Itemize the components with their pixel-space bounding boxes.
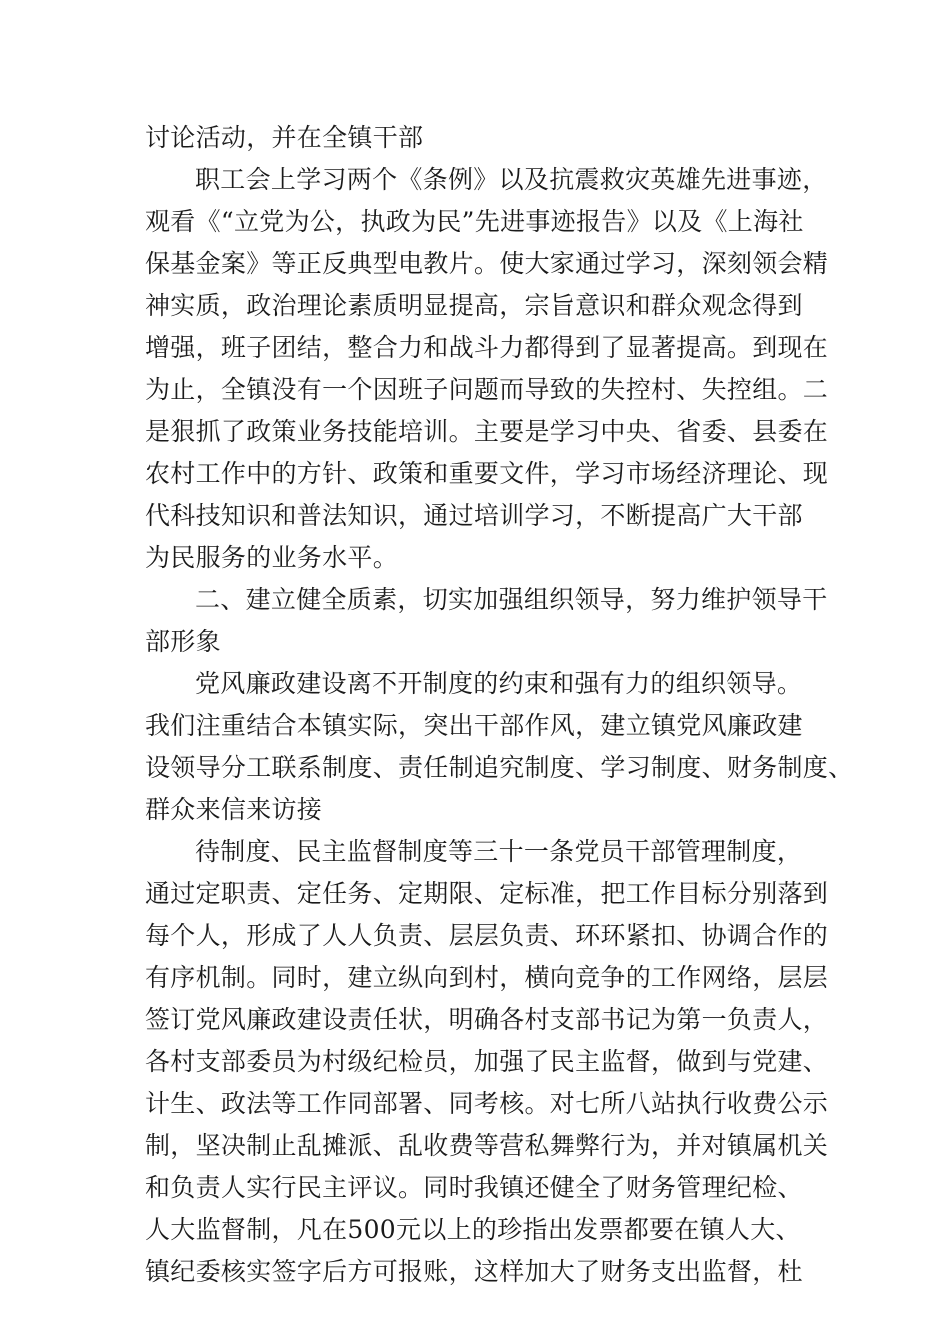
text-line: 是狠抓了政策业务技能培训。主要是学习中央、省委、县委在 <box>145 417 829 446</box>
text-line: 讨论活动，并在全镇干部 <box>145 123 424 152</box>
text-line: 签订党风廉政建设责任状，明确各村支部书记为第一负责人， <box>145 1005 829 1034</box>
paragraph-start-line: 待制度、民主监督制度等三十一条党员干部管理制度， <box>195 837 803 866</box>
section-heading-line: 二、建立健全质素，切实加强组织领导，努力维护领导干 <box>195 585 828 614</box>
text-line: 有序机制。同时，建立纵向到村，横向竞争的工作网络，层层 <box>145 963 829 992</box>
text-line: 人大监督制，凡在500元以上的珍指出发票都要在镇人大、 <box>145 1215 801 1244</box>
text-line: 我们注重结合本镇实际，突出干部作风，建立镇党风廉政建 <box>145 711 803 740</box>
text-line: 神实质，政治理论素质明显提高，宗旨意识和群众观念得到 <box>145 291 803 320</box>
text-line: 增强，班子团结，整合力和战斗力都得到了显著提高。到现在 <box>145 333 829 362</box>
text-line: 设领导分工联系制度、责任制追究制度、学习制度、财务制度、 <box>145 753 854 782</box>
section-heading-line: 部形象 <box>145 627 221 656</box>
text-line: 观看《“立党为公，执政为民”先进事迹报告》以及《上海社 <box>145 207 804 236</box>
text-line: 通过定职责、定任务、定期限、定标准，把工作目标分别落到 <box>145 879 829 908</box>
text-line: 保基金案》等正反典型电教片。使大家通过学习，深刻领会精 <box>145 249 829 278</box>
text-line: 计生、政法等工作同部署、同考核。对七所八站执行收费公示 <box>145 1089 829 1118</box>
text-line: 各村支部委员为村级纪检员，加强了民主监督，做到与党建、 <box>145 1047 829 1076</box>
text-line: 镇纪委核实签字后方可报账，这样加大了财务支出监督，杜 <box>145 1257 803 1286</box>
text-line: 为止，全镇没有一个因班子问题而导致的失控村、失控组。二 <box>145 375 829 404</box>
text-line: 群众来信来访接 <box>145 795 323 824</box>
text-line: 为民服务的业务水平。 <box>145 543 399 572</box>
paragraph-start-line: 职工会上学习两个《条例》以及抗震救灾英雄先进事迹， <box>195 165 828 194</box>
paragraph-start-line: 党风廉政建设离不开制度的约束和强有力的组织领导。 <box>195 669 803 698</box>
text-line: 制，坚决制止乱摊派、乱收费等营私舞弊行为，并对镇属机关 <box>145 1131 829 1160</box>
text-line: 农村工作中的方针、政策和重要文件，学习市场经济理论、现 <box>145 459 829 488</box>
text-line: 每个人，形成了人人负责、层层负责、环环紧扣、协调合作的 <box>145 921 829 950</box>
text-line: 代科技知识和普法知识，通过培训学习，不断提高广大干部 <box>145 501 803 530</box>
text-line: 和负责人实行民主评议。同时我镇还健全了财务管理纪检、 <box>145 1173 803 1202</box>
